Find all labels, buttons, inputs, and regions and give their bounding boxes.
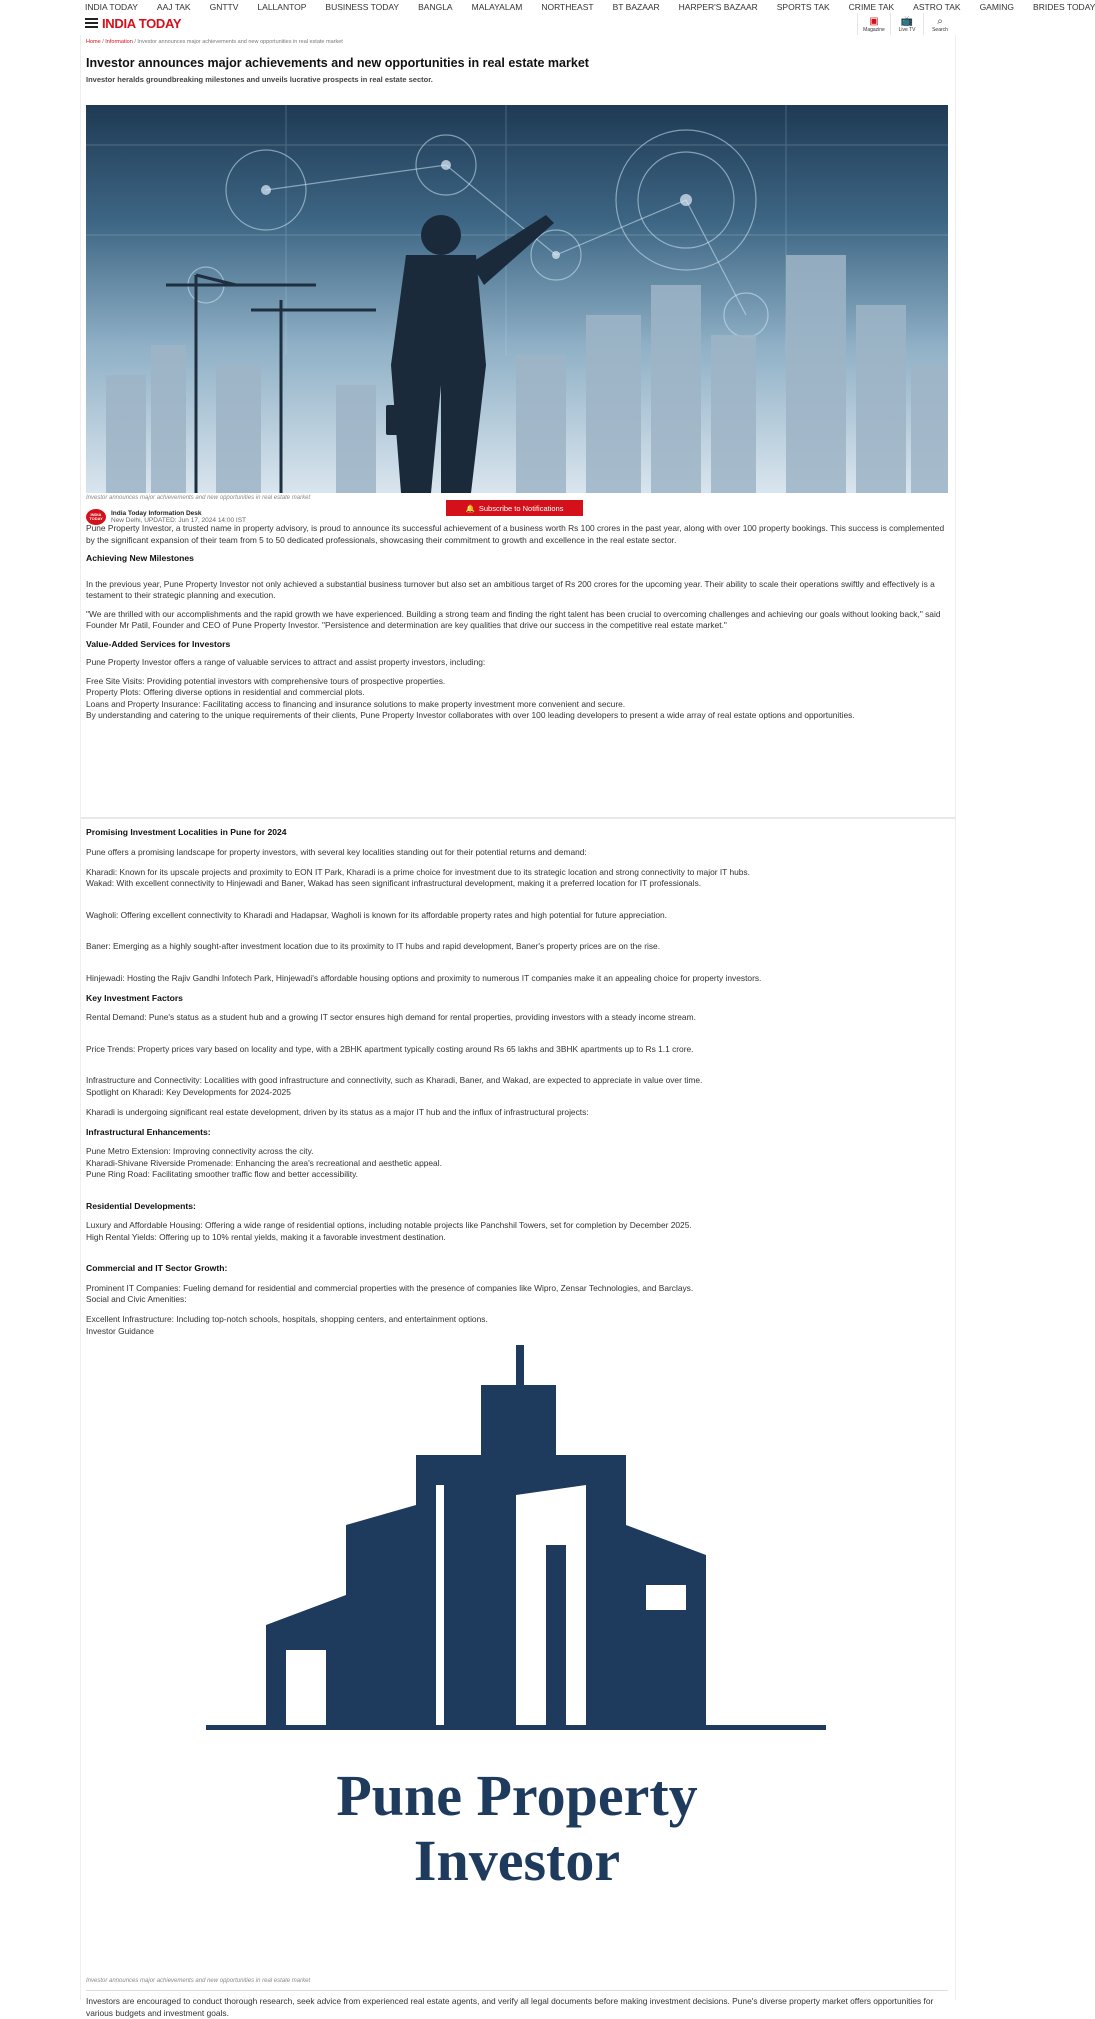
- breadcrumb-separator: /: [134, 39, 138, 45]
- service-line: By understanding and catering to the unique requirements of their clients, Pune Property Investor collaborates with over 100 leading developers to present a wide array of real estate options and opportunities.: [86, 710, 855, 720]
- heading-localities: Promising Investment Localities in Pune for 2024: [86, 827, 287, 837]
- breadcrumb-current: Investor announces major achievements and new opportunities in real estate market: [137, 39, 343, 45]
- heading-commercial: Commercial and IT Sector Growth:: [86, 1263, 228, 1273]
- breadcrumb-section[interactable]: Information: [105, 39, 133, 45]
- nav-link-crime-tak[interactable]: CRIME TAK: [848, 1, 895, 12]
- nav-link-business-today[interactable]: BUSINESS TODAY: [325, 1, 400, 12]
- residential-line: Luxury and Affordable Housing: Offering a wide range of residential options, including notable projects like Panchshil Towers, set for completion by December 2025.: [86, 1220, 692, 1230]
- byline-text: [111, 510, 246, 524]
- nav-link-lallantop[interactable]: LALLANTOP: [257, 1, 307, 12]
- closing-list: [86, 1314, 948, 1337]
- commercial-line: Social and Civic Amenities:: [86, 1294, 187, 1304]
- logo-text-line1: Pune Property: [336, 1763, 698, 1828]
- nav-link-malayalam[interactable]: MALAYALAM: [471, 1, 523, 12]
- network-nav: [0, 0, 1095, 13]
- subscribe-notifications-button[interactable]: [446, 500, 583, 516]
- services-paragraph: Pune Property Investor offers a range of valuable services to attract and assist property investors, including:: [86, 657, 486, 667]
- hero-illustration: [86, 105, 948, 493]
- building-logo-graphic: [86, 1345, 948, 1955]
- nav-link-gaming[interactable]: GAMING: [979, 1, 1015, 12]
- publish-date: New Delhi, UPDATED: Jun 17, 2024 14:00 IST: [111, 517, 246, 524]
- heading-milestones: Achieving New Milestones: [86, 553, 194, 563]
- article-title: Investor announces major achievements and new opportunities in real estate market: [86, 56, 589, 70]
- live-tv-label: Live TV: [898, 26, 916, 33]
- heading-infra-enhancements: Infrastructural Enhancements:: [86, 1126, 211, 1137]
- nav-link-india-today[interactable]: INDIA TODAY: [85, 1, 138, 12]
- infra-line: Pune Ring Road: Facilitating smoother traffic flow and better accessibility.: [86, 1169, 359, 1179]
- factor-price: Price Trends: Property prices vary based on locality and type, with a 2BHK apartment typically costing around Rs 65 lakhs and 3BHK apartments up to Rs 1.1 crore.: [86, 1043, 694, 1054]
- article-body-part2: [86, 827, 948, 1337]
- breadcrumb-home[interactable]: Home: [86, 39, 101, 45]
- section-divider: [81, 817, 956, 819]
- kharadi-development: Kharadi is undergoing significant real estate development, driven by its status as a major IT hub and the influx of infrastructural projects:: [86, 1106, 589, 1117]
- hamburger-menu-icon[interactable]: [85, 18, 98, 28]
- locality-hinjewadi: Hinjewadi: Hosting the Rajiv Gandhi Infotech Park, Hinjewadi's affordable housing options and proximity to numerous IT companies make it an appealing choice for property investors.: [86, 972, 762, 983]
- nav-link-sports-tak[interactable]: SPORTS TAK: [776, 1, 830, 12]
- service-line: Property Plots: Offering diverse options in residential and commercial plots.: [86, 687, 365, 697]
- infra-line: Kharadi-Shivane Riverside Promenade: Enhancing the area's recreational and aesthetic appeal.: [86, 1157, 442, 1168]
- header-actions: [857, 13, 956, 35]
- subscribe-label: Subscribe to Notifications: [478, 503, 564, 513]
- infra-list: [86, 1146, 948, 1181]
- nav-link-bt-bazaar[interactable]: BT BAZAAR: [612, 1, 660, 12]
- magazine-button[interactable]: [857, 13, 890, 35]
- service-line: Loans and Property Insurance: Facilitating access to financing and insurance solutions to make property investment more convenient and secure.: [86, 698, 626, 709]
- locality-wakad: Wakad: With excellent connectivity to Hinjewadi and Baner, Wakad has seen significant infrastructural development, making it a preferred location for IT professionals.: [86, 878, 702, 888]
- localities-paragraph: Pune offers a promising landscape for property investors, with several key localities standing out for their potential returns and demand:: [86, 846, 587, 857]
- logo-text-line2: Investor: [413, 1828, 621, 1893]
- nav-link-bangla[interactable]: BANGLA: [418, 1, 453, 12]
- bell-icon: 🔔: [465, 503, 475, 513]
- heading-factors: Key Investment Factors: [86, 992, 183, 1003]
- quote-paragraph: "We are thrilled with our accomplishments and the rapid growth we have experienced. Building a strong team and finding the right talent has been crucial to overcoming challenges and achieving our goals without looking back," said Founder Mr Patil, Founder and CEO of Pune Property Investor. "Persistence and determination are key qualities that drive our success in the competitive real estate market.": [86, 608, 941, 630]
- services-list: [86, 676, 948, 722]
- heading-residential: Residential Developments:: [86, 1200, 196, 1211]
- service-line: Free Site Visits: Providing potential investors with comprehensive tours of prospective properties.: [86, 675, 446, 686]
- nav-link-gnttv[interactable]: GNTTV: [209, 1, 239, 12]
- breadcrumb: [86, 39, 343, 45]
- tv-icon: 📺: [900, 15, 914, 27]
- site-logo[interactable]: INDIA TODAY: [102, 16, 182, 31]
- search-button[interactable]: [923, 13, 956, 35]
- article-page: [80, 35, 956, 2018]
- nav-link-brides-today[interactable]: BRIDES TODAY: [1033, 1, 1095, 12]
- spotlight-line: Spotlight on Kharadi: Key Developments for 2024-2025: [86, 1086, 291, 1097]
- author-avatar[interactable]: INDIA TODAY: [86, 509, 106, 525]
- article-subtitle: Investor heralds groundbreaking milestones and unveils lucrative prospects in real estate sector.: [86, 75, 433, 84]
- hero-image: [86, 105, 948, 493]
- breadcrumb-separator: /: [102, 39, 106, 45]
- nav-link-aaj-tak[interactable]: AAJ TAK: [156, 1, 191, 12]
- factor-infra: Infrastructure and Connectivity: Localities with good infrastructure and connectivity, such as Kharadi, Baner, and Wakad, are expected to appreciate in value over time.: [86, 1075, 703, 1085]
- heading-services: Value-Added Services for Investors: [86, 638, 231, 649]
- factor-rental: Rental Demand: Pune's status as a student hub and a growing IT sector ensures high demand for rental properties, providing investors with a steady income stream.: [86, 1012, 696, 1022]
- intro-paragraph: Pune Property Investor, a trusted name in property advisory, is proud to announce its successful achievement of a business worth Rs 100 crores in the past year, along with over 100 property bookings. This success is complemented by the significant expansion of their team from 5 to 50 dedicated professionals, showcasing their commitment to growth and excellence in the real estate sector.: [86, 523, 945, 545]
- milestones-paragraph: In the previous year, Pune Property Investor not only achieved a substantial business turnover but also set an ambitious target of Rs 200 crores for the upcoming year. Their ability to scale their operations swiftly and effectively is a testament to their strategic planning and execution.: [86, 578, 935, 600]
- locality-kharadi: Kharadi: Known for its upscale projects and proximity to EON IT Park, Kharadi is a prime choice for investment due to its strategic location and strong connectivity to major IT hubs.: [86, 866, 750, 877]
- live-tv-button[interactable]: [890, 13, 923, 35]
- site-header: [0, 13, 1000, 35]
- search-icon: ⌕: [937, 15, 943, 27]
- closing-line: Investor Guidance: [86, 1325, 154, 1336]
- company-logo-image: [86, 1345, 948, 1955]
- commercial-line: Prominent IT Companies: Fueling demand for residential and commercial properties with the presence of companies like Wipro, Zensar Technologies, and Barclays.: [86, 1282, 694, 1293]
- nav-link-harpers-bazaar[interactable]: HARPER'S BAZAAR: [678, 1, 758, 12]
- magazine-label: Magazine: [863, 26, 885, 33]
- magazine-icon: ▣: [869, 15, 879, 27]
- article-body-part1: [86, 523, 948, 722]
- residential-line: High Rental Yields: Offering up to 10% rental yields, making it a favorable investment destination.: [86, 1231, 446, 1242]
- locality-wagholi: Wagholi: Offering excellent connectivity to Kharadi and Hadapsar, Wagholi is known for its affordable property rates and high potential for future appreciation.: [86, 909, 667, 920]
- nav-link-astro-tak[interactable]: ASTRO TAK: [913, 1, 961, 12]
- locality-baner: Baner: Emerging as a highly sought-after investment location due to its proximity to IT hubs and rapid development, Baner's property prices are on the rise.: [86, 941, 661, 951]
- final-paragraph: Investors are encouraged to conduct thorough research, seek advice from experienced real estate agents, and verify all legal documents before making investment decisions. Pune's diverse property market offers opportunities for various budgets and investment goals.: [86, 1996, 934, 2018]
- closing-line: Excellent Infrastructure: Including top-notch schools, hospitals, shopping centers, and entertainment options.: [86, 1314, 488, 1324]
- logo-caption: Investor announces major achievements and new opportunities in real estate market: [86, 1978, 311, 1984]
- commercial-list: [86, 1283, 948, 1306]
- caption-rule: [86, 1990, 948, 1991]
- author-name[interactable]: India Today Information Desk: [111, 510, 202, 517]
- residential-list: [86, 1220, 948, 1243]
- infra-line: Pune Metro Extension: Improving connectivity across the city.: [86, 1146, 314, 1156]
- hero-caption: Investor announces major achievements and new opportunities in real estate market: [86, 495, 311, 501]
- search-label: Search: [932, 26, 948, 33]
- nav-link-northeast[interactable]: NORTHEAST: [541, 1, 594, 12]
